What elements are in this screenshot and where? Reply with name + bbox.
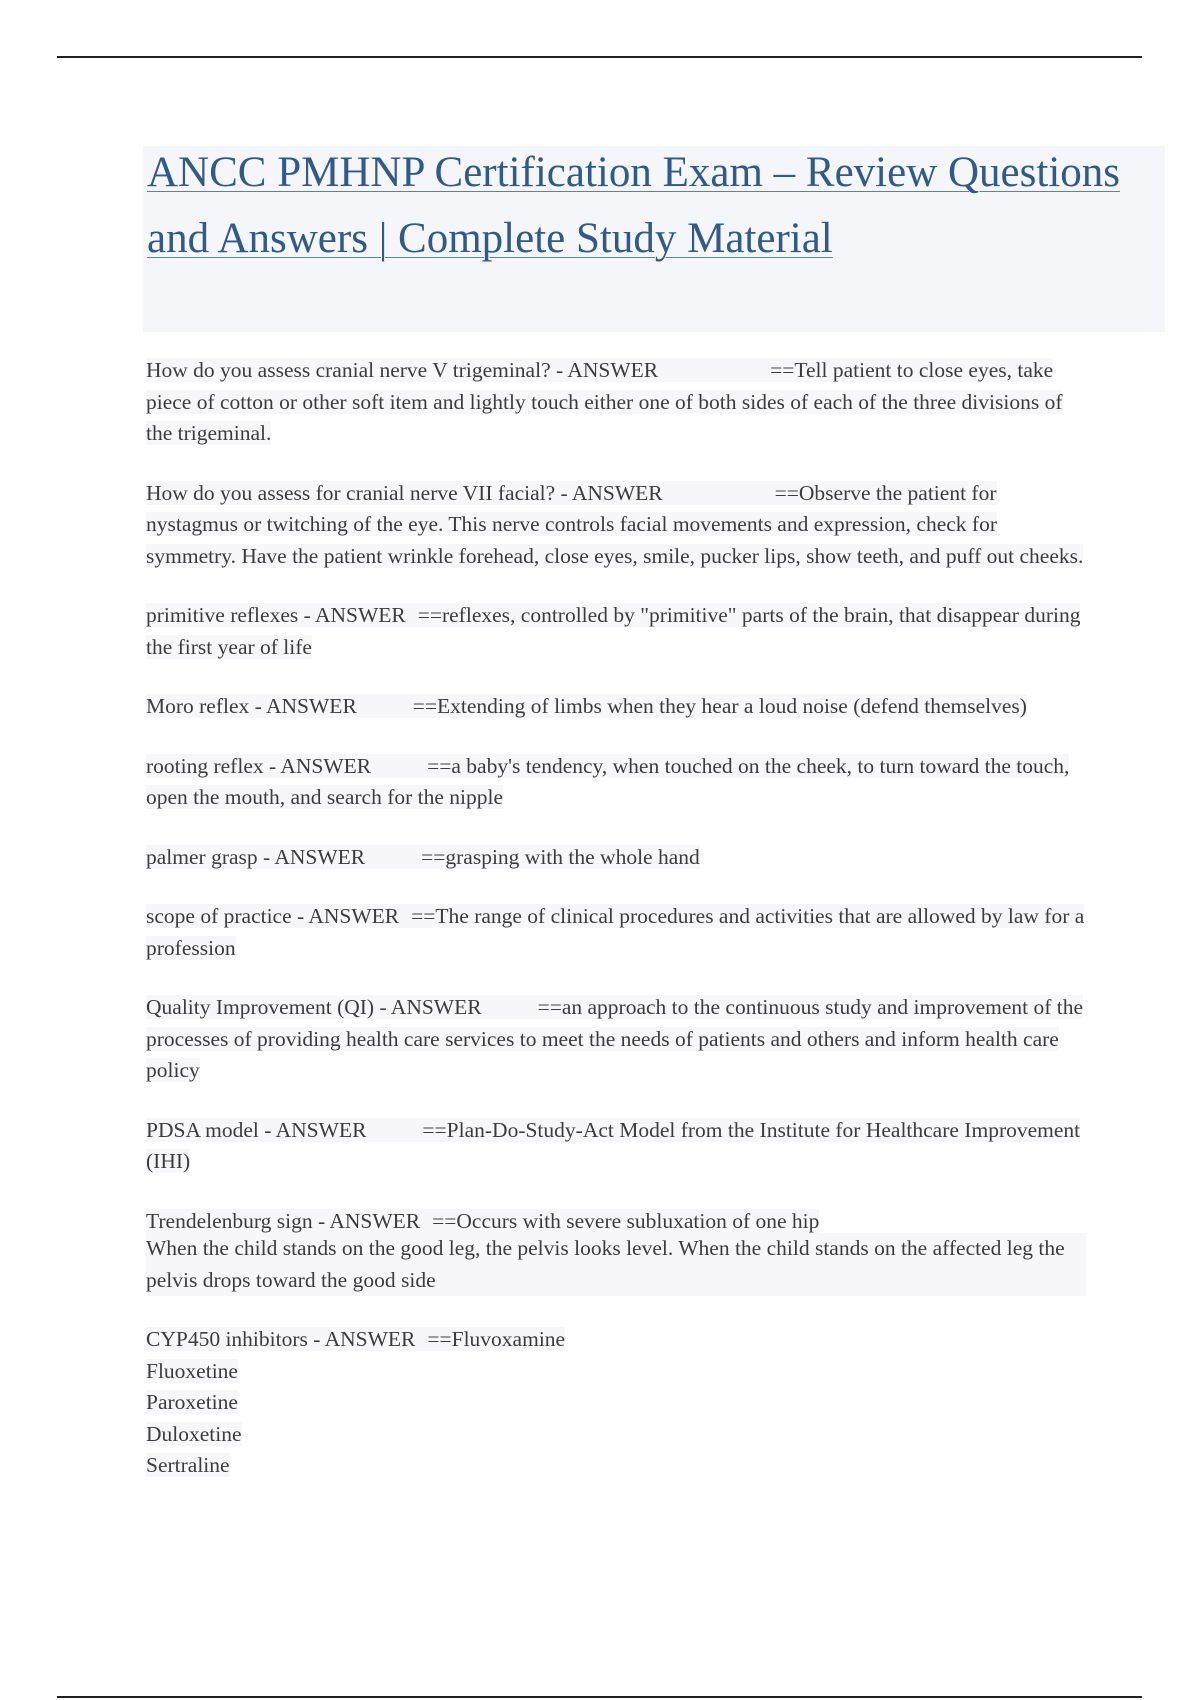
question-text: Quality Improvement (QI) bbox=[146, 995, 375, 1019]
answer-text: ==Observe the patient for nystagmus or twitching of the eye. This nerve controls facial movements and expression, check for symmetry. Have the patient wrinkle forehead, close eyes, smile, pucker lips, show teeth, and puff out cheeks. bbox=[146, 480, 1084, 568]
qa-item bbox=[146, 992, 1086, 1087]
answer-text: ==Tell patient to close eyes, take piece of cotton or other soft item and lightly touch either one of both sides of each of the three divisions of the trigeminal. bbox=[146, 358, 1063, 445]
document-title: ANCC PMHNP Certification Exam – Review Questions and Answers | Complete Study Material bbox=[147, 149, 1121, 262]
answer-text: ==an approach to the continuous study and improvement of the processes of providing health care services to meet the needs of patients and others and inform health care policy bbox=[146, 995, 1084, 1082]
question-text: palmer grasp bbox=[146, 844, 258, 869]
list-item: Duloxetine bbox=[146, 1421, 242, 1446]
question-text: primitive reflexes bbox=[146, 603, 299, 627]
answer-marker: - ANSWER bbox=[264, 1117, 367, 1142]
answer-text: ==reflexes, controlled by "primitive" parts of the brain, that disappear during the first year of life bbox=[146, 603, 1081, 659]
answer-marker: - ANSWER bbox=[379, 995, 482, 1019]
qa-item bbox=[146, 355, 1086, 450]
answer-text: ==Plan-Do-Study-Act Model from the Institute for Healthcare Improvement (IHI) bbox=[146, 1117, 1081, 1173]
answer-marker: - ANSWER bbox=[318, 1208, 421, 1233]
answer-text: ==a baby's tendency, when touched on the cheek, to turn toward the touch, open the mouth, and search for the nipple bbox=[146, 753, 1070, 809]
qa-item bbox=[146, 691, 1086, 723]
answer-marker: - ANSWER bbox=[263, 844, 366, 869]
answer-text: ==The range of clinical procedures and activities that are allowed by law for a profession bbox=[146, 904, 1085, 960]
qa-item bbox=[146, 751, 1086, 814]
qa-item bbox=[146, 600, 1086, 663]
question-text: How do you assess cranial nerve V trigeminal? bbox=[146, 358, 551, 382]
answer-text: ==Occurs with severe subluxation of one hip bbox=[432, 1208, 820, 1233]
question-text: PDSA model bbox=[146, 1117, 259, 1142]
answer-text: ==Fluvoxamine bbox=[427, 1327, 566, 1351]
top-rule bbox=[57, 56, 1142, 58]
answer-continuation: When the child stands on the good leg, the pelvis looks level. When the child stands on the affected leg the pelvis drops toward the good side bbox=[146, 1233, 1086, 1296]
question-text: Trendelenburg sign bbox=[146, 1208, 313, 1233]
question-text: Moro reflex bbox=[146, 694, 250, 718]
answer-marker: - ANSWER bbox=[254, 694, 357, 718]
answer-marker: - ANSWER bbox=[303, 603, 406, 627]
qa-item bbox=[146, 1115, 1086, 1178]
question-text: How do you assess for cranial nerve VII facial? bbox=[146, 480, 556, 505]
list-item: Sertraline bbox=[146, 1453, 230, 1477]
answer-marker: - ANSWER bbox=[297, 904, 400, 928]
qa-item bbox=[146, 842, 1086, 874]
bottom-rule bbox=[57, 1696, 1142, 1698]
answer-marker: - ANSWER bbox=[269, 753, 372, 778]
qa-item bbox=[146, 1206, 1086, 1297]
question-text: CYP450 inhibitors bbox=[146, 1327, 308, 1351]
list-item: Fluoxetine bbox=[146, 1358, 238, 1383]
answer-marker: - ANSWER bbox=[313, 1327, 416, 1351]
qa-item bbox=[146, 478, 1086, 573]
answer-marker: - ANSWER bbox=[560, 480, 663, 505]
answer-text: ==grasping with the whole hand bbox=[421, 844, 700, 869]
answer-marker: - ANSWER bbox=[556, 358, 659, 382]
qa-item bbox=[146, 1324, 1086, 1482]
answer-text: ==Extending of limbs when they hear a loud noise (defend themselves) bbox=[412, 694, 1027, 718]
qa-item bbox=[146, 901, 1086, 964]
question-text: scope of practice bbox=[146, 904, 292, 928]
question-text: rooting reflex bbox=[146, 753, 264, 778]
qa-list bbox=[146, 355, 1086, 1510]
list-item: Paroxetine bbox=[146, 1390, 238, 1414]
